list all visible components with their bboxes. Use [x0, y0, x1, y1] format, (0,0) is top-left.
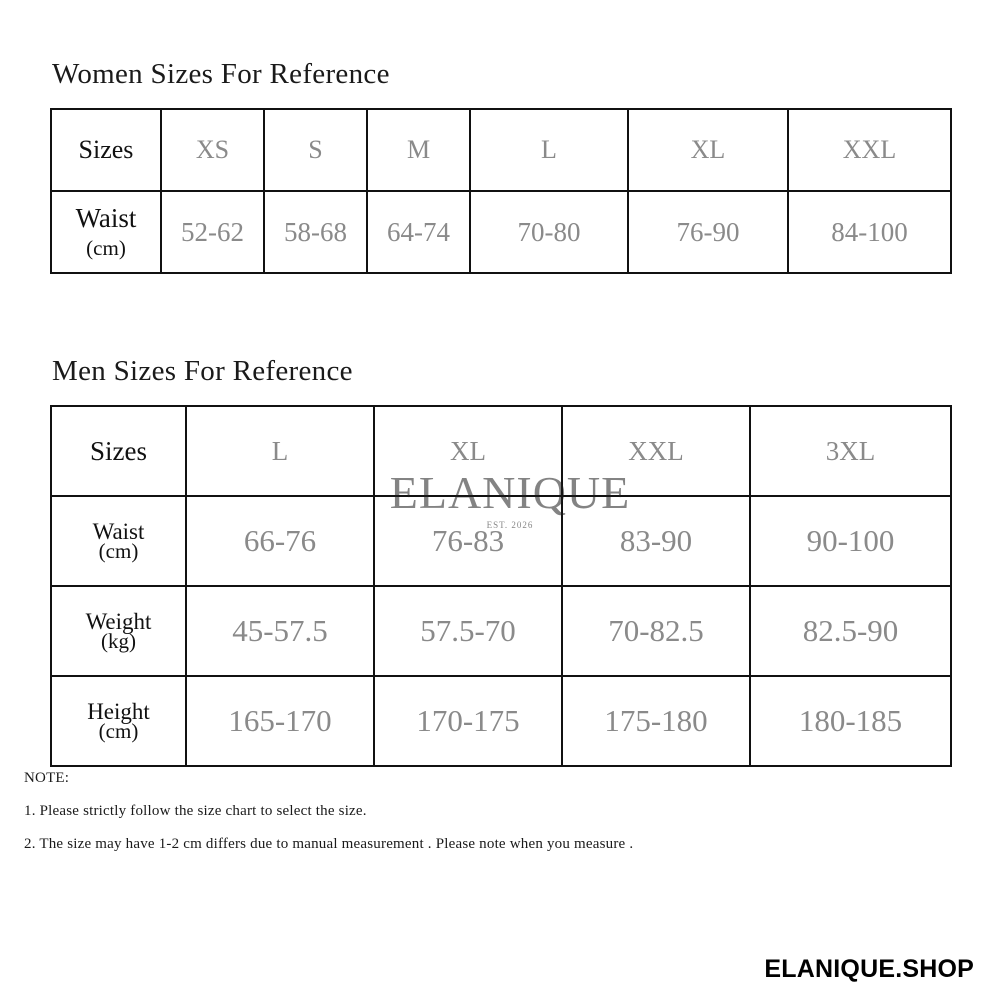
table-row	[51, 586, 951, 676]
men-row-label-height	[51, 676, 186, 766]
women-waist-s: 58-68	[264, 191, 367, 273]
men-size-xxl: XXL	[562, 406, 750, 496]
notes-heading: NOTE:	[24, 770, 70, 786]
women-section-title: Women Sizes For Reference	[52, 58, 390, 90]
men-weight-xxl: 70-82.5	[562, 586, 750, 676]
notes-block	[24, 770, 964, 869]
men-height-label: Height	[87, 699, 150, 724]
men-height-xxl: 175-180	[562, 676, 750, 766]
men-height-xl: 170-175	[374, 676, 562, 766]
men-waist-label: Waist	[92, 519, 145, 544]
men-height-l: 165-170	[186, 676, 374, 766]
women-size-xs: XS	[161, 109, 264, 191]
table-row	[51, 676, 951, 766]
men-weight-unit: (kg)	[101, 629, 136, 653]
men-header-sizes: Sizes	[51, 406, 186, 496]
women-waist-m: 64-74	[367, 191, 470, 273]
men-size-table	[50, 405, 952, 767]
men-waist-l: 66-76	[186, 496, 374, 586]
men-weight-3xl: 82.5-90	[750, 586, 951, 676]
note-line-1: 1. Please strictly follow the size chart to select the size.	[24, 803, 367, 819]
women-waist-xs: 52-62	[161, 191, 264, 273]
men-weight-xl: 57.5-70	[374, 586, 562, 676]
table-row	[51, 406, 951, 496]
table-row	[51, 496, 951, 586]
men-size-xl: XL	[374, 406, 562, 496]
watermark-main-text: ELANIQUE	[389, 467, 631, 518]
women-size-s: S	[264, 109, 367, 191]
men-size-l: L	[186, 406, 374, 496]
men-row-label-weight	[51, 586, 186, 676]
footer-brand: ELANIQUE.SHOP	[764, 955, 974, 983]
watermark-sub-text: EST. 2026	[486, 520, 534, 530]
men-waist-xxl: 83-90	[562, 496, 750, 586]
men-waist-xl: 76-83	[374, 496, 562, 586]
table-row	[51, 109, 951, 191]
women-size-table	[50, 108, 952, 274]
note-line-2: 2. The size may have 1-2 cm differs due to manual measurement . Please note when you measure .	[24, 836, 634, 852]
men-height-unit: (cm)	[98, 719, 139, 743]
men-waist-unit: (cm)	[98, 539, 139, 563]
table-row	[51, 191, 951, 273]
women-size-xl: XL	[628, 109, 788, 191]
women-waist-label: Waist	[75, 202, 137, 233]
men-weight-label: Weight	[85, 609, 152, 634]
men-row-label-waist	[51, 496, 186, 586]
women-header-sizes: Sizes	[51, 109, 161, 191]
women-size-m: M	[367, 109, 470, 191]
women-size-xxl: XXL	[788, 109, 951, 191]
women-waist-xl: 76-90	[628, 191, 788, 273]
men-section-title: Men Sizes For Reference	[52, 355, 353, 387]
women-waist-xxl: 84-100	[788, 191, 951, 273]
men-weight-l: 45-57.5	[186, 586, 374, 676]
men-waist-3xl: 90-100	[750, 496, 951, 586]
women-waist-unit: (cm)	[86, 236, 126, 260]
men-height-3xl: 180-185	[750, 676, 951, 766]
men-size-3xl: 3XL	[750, 406, 951, 496]
women-size-l: L	[470, 109, 628, 191]
women-row-label-waist	[51, 191, 161, 273]
women-waist-l: 70-80	[470, 191, 628, 273]
